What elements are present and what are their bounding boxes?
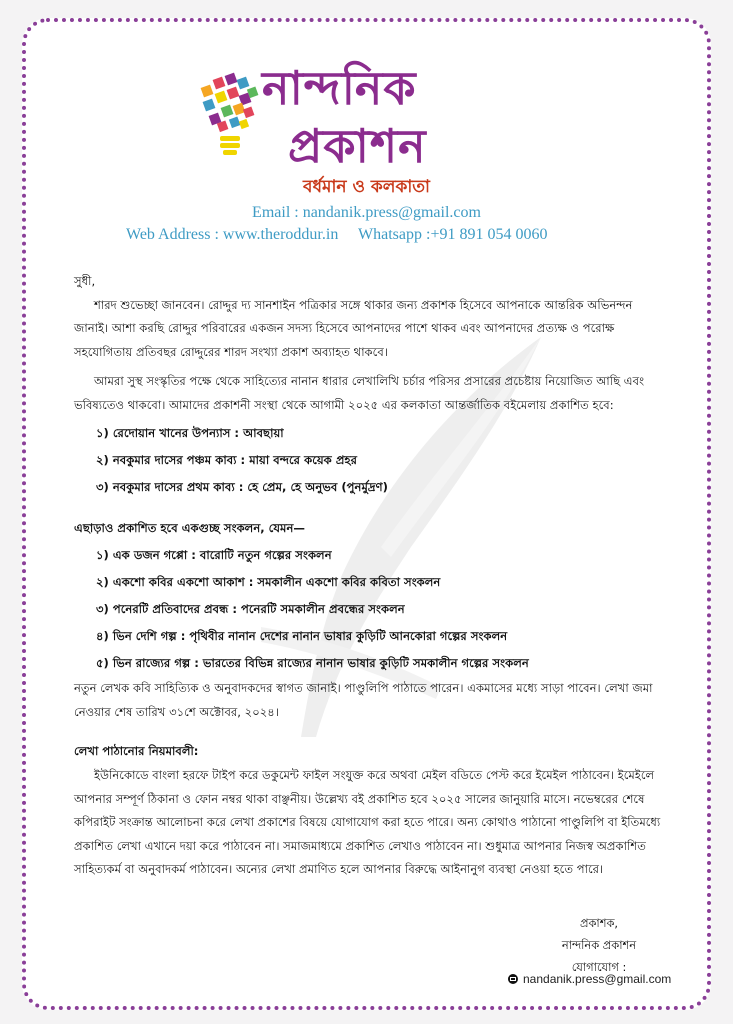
list-item: ১) এক ডজন গপ্পো : বারোটি নতুন গল্পের সংকলন (96, 548, 332, 563)
list-item: ১) রেদোয়ান খানের উপন্যাস : আবছায়া (96, 425, 284, 440)
signature-email-text[interactable]: nandanik.press@gmail.com (523, 972, 672, 986)
signature-contact-label: যোগাযোগ : (571, 960, 627, 974)
email-line: Email : nandanik.press@gmail.com (252, 204, 481, 221)
letter-page (22, 18, 711, 1010)
signature-email (508, 972, 671, 986)
signature-role: প্রকাশক, (579, 916, 619, 930)
anthology-intro: এছাড়াও প্রকাশিত হবে একগুচ্ছ সংকলন, যেমন— (74, 520, 306, 535)
list-item: ৪) ভিন দেশি গল্প : পৃথিবীর নানান দেশের নানান ভাষার কুড়িটি আনকোরা গল্পের সংকলন (96, 629, 508, 644)
letterhead (26, 22, 707, 247)
list-item: ২) একশো কবির একশো আকাশ : সমকালীন একশো কবির কবিতা সংকলন (96, 575, 441, 590)
rules-heading: লেখা পাঠানোর নিয়মাবলী: (74, 744, 199, 759)
paragraph-invitation: নতুন লেখক কবি সাহিত্যিক ও অনুবাদকদের স্বাগত জানাই। পাণ্ডুলিপি পাঠাতে পারেন। একমাসের মধ্যে সাড়া পাবেন। লেখা জমা নেওয়ার শেষ তারিখ ৩১শে অক্টোবর, ২০২৪। (74, 681, 653, 719)
lightbulb-logo-icon (198, 70, 262, 158)
salutation: সুধী, (74, 274, 96, 288)
signature-org: নান্দনিক প্রকাশন (561, 938, 637, 952)
anthology-list (74, 542, 670, 677)
paragraph-greeting: শারদ শুভেচ্ছা জানবেন। রোদ্দুর দ্য সানশাইন পত্রিকার সঙ্গে থাকার জন্য প্রকাশক হিসেবে আপনাকে আন্তরিক অভিনন্দন জানাই। আশা করছি রোদ্দুর পরিবারের একজন সদস্য হিসেবে আপনাদের পাশে থাকব এবং আপনাদের প্রত্যক্ষ ও পরোক্ষ সহযোগিতায় প্রতিবছর রোদ্দুরের শারদ সংখ্যা প্রকাশ অব্যাহত থাকবে। (74, 297, 633, 359)
list-item: ৫) ভিন রাজ্যের গল্প : ভারতের বিভিন্ন রাজ্যের নানান ভাষার কুড়িটি সমকালীন গল্পের সংকলন (96, 656, 529, 671)
list-item: ২) নবকুমার দাসের পঞ্চম কাব্য : মায়া বন্দরে কয়েক প্রহর (96, 452, 357, 467)
list-item: ৩) নবকুমার দাসের প্রথম কাব্য : হে প্রেম, হে অনুভব (পুনর্মুদ্রণ) (96, 479, 388, 494)
logo-title-line2: প্রকাশন (288, 119, 427, 173)
list-item: ৩) পনেরটি প্রতিবাদের প্রবন্ধ : পনেরটি সমকালীন প্রবন্ধের সংকলন (96, 602, 405, 617)
paragraph-rules: ইউনিকোডে বাংলা হরফে টাইপ করে ডকুমেন্ট ফাইল সংযুক্ত করে অথবা মেইল বডিতে পেস্ট করে ইমেইল পাঠাবেন। ইমেইলে আপনার সম্পূর্ণ ঠিকানা ও ফোন নম্বর থাকা বাঞ্ছনীয়। উল্লেখ্য বই প্রকাশিত হবে ২০২৫ সালের জানুয়ারি মাসে। নভেম্বরের শেষে কপিরাইট সংক্রান্ত আলোচনা করে লেখা প্রকাশের বিষয়ে যোগাযোগ করা হতে পারে। অন্য কোথাও পাঠানো পাণ্ডুলিপি বা ইতিমধ্যে প্রকাশিত লেখা এখানে দয়া করে পাঠাবেন না। সমাজমাধ্যমে প্রকাশিত লেখাও পাঠাবেন না। শুধুমাত্র আপনার নিজস্ব অপ্রকাশিত সাহিত্যকর্ম বা অনুবাদকর্ম পাঠাবেন। অন্যের লেখা প্রমাণিত হলে আপনার বিরুদ্ধে আইনানুগ ব্যবস্থা নেওয়া হতে পারে। (74, 767, 661, 877)
mail-icon (508, 974, 518, 984)
book-list (74, 420, 670, 501)
logo-title-line1: নান্দনিক (262, 61, 417, 115)
signature-block (504, 912, 694, 978)
web-whatsapp-line: Web Address : www.theroddur.in Whatsapp :+91 891 054 0060 (126, 226, 548, 243)
letter-body (74, 270, 670, 882)
paragraph-intro: আমরা সুস্থ সংস্কৃতির পক্ষে থেকে সাহিত্যের নানান ধারার লেখালিখি চর্চার পরিসর প্রসারের প্রচেষ্টায় নিয়োজিত আছি এবং ভবিষ্যতেও থাকবো। আমাদের প্রকাশনী সংস্থা থেকে আগামী ২০২৫ এর কলকাতা আন্তর্জাতিক বইমেলায় প্রকাশিত হবে: (74, 374, 645, 412)
location-text: বর্ধমান ও কলকাতা (303, 177, 430, 197)
